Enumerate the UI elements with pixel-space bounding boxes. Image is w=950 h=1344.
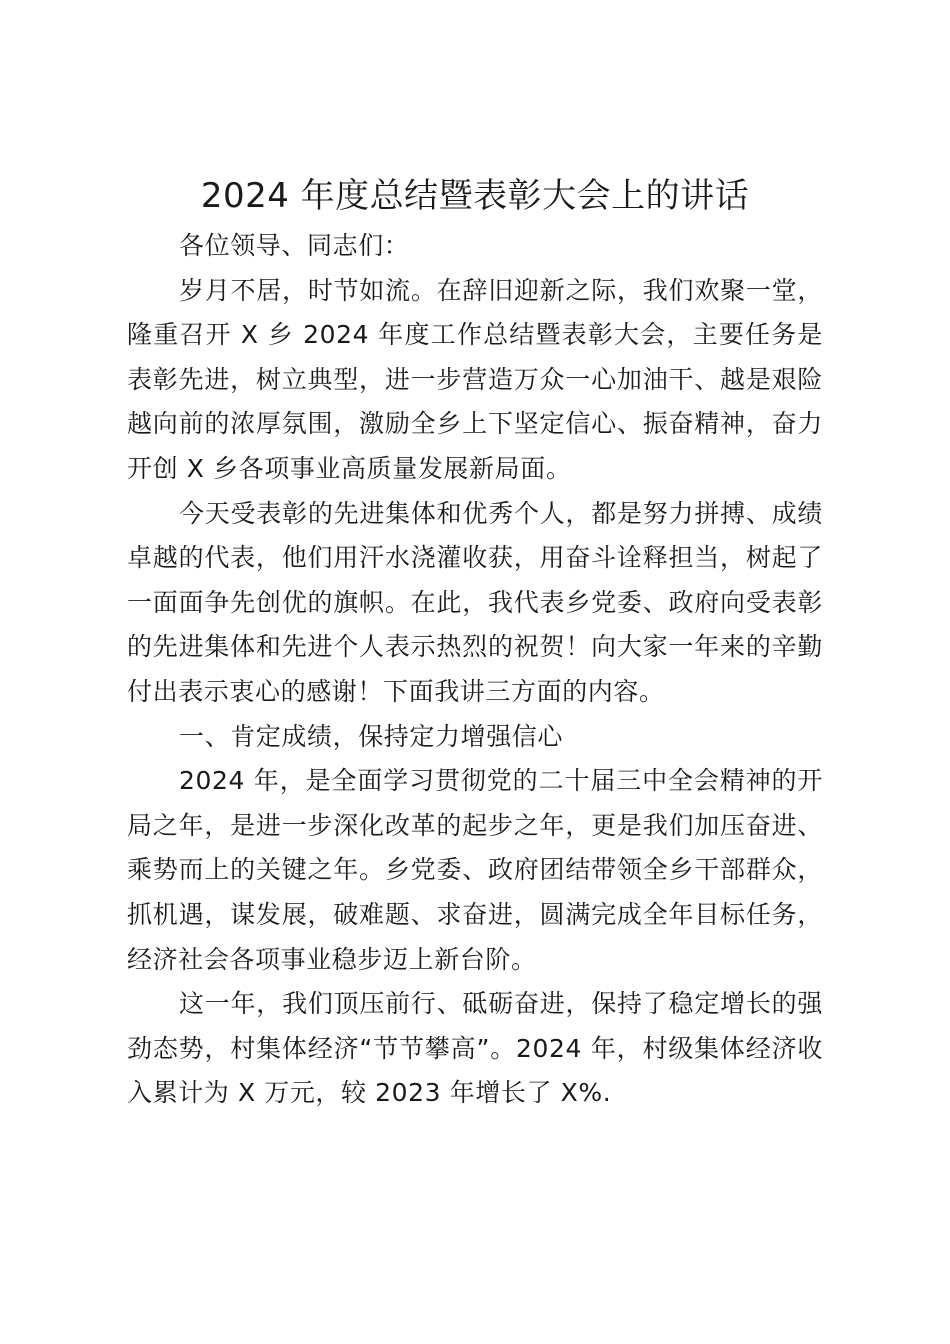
paragraph-congratulations: 今天受表彰的先进集体和优秀个人，都是努力拼搏、成绩卓越的代表，他们用汗水浇灌收获，用奋斗诠释担当，树起了一面面争先创优的旗帜。在此，我代表乡党委、政府向受表彰的先进集体和先进个人表示热烈的祝贺！向大家一年来的辛勤付出表示衷心的感谢！下面我讲三方面的内容。 xyxy=(127,498,823,706)
document-body xyxy=(127,224,823,1116)
paragraph-opening: 岁月不居，时节如流。在辞旧迎新之际，我们欢聚一堂，隆重召开 X 乡 2024 年度工作总结暨表彰大会，主要任务是表彰先进，树立典型，进一步营造万众一心加油干、越是艰险越向前的浓厚氛围，激励全乡上下坚定信心、振奋精神，奋力开创 X 乡各项事业高质量发展新局面。 xyxy=(127,275,823,483)
section-heading-1: 一、肯定成绩，保持定力增强信心 xyxy=(179,721,564,751)
paragraph-achievements: 2024 年，是全面学习贯彻党的二十届三中全会精神的开局之年，是进一步深化改革的起步之年，更是我们加压奋进、乘势而上的关键之年。乡党委、政府团结带领全乡干部群众，抓机遇，谋发展，破难题、求奋进，圆满完成全年目标任务，经济社会各项事业稳步迈上新台阶。 xyxy=(127,766,823,974)
salutation: 各位领导、同志们： xyxy=(179,231,410,260)
paragraph-economy: 这一年，我们顶压前行、砥砺奋进，保持了稳定增长的强劲态势，村集体经济“节节攀高”。2024 年，村级集体经济收入累计为 X 万元，较 2023 年增长了 X%. xyxy=(127,989,823,1108)
document-title: 2024 年度总结暨表彰大会上的讲话 xyxy=(200,176,750,216)
